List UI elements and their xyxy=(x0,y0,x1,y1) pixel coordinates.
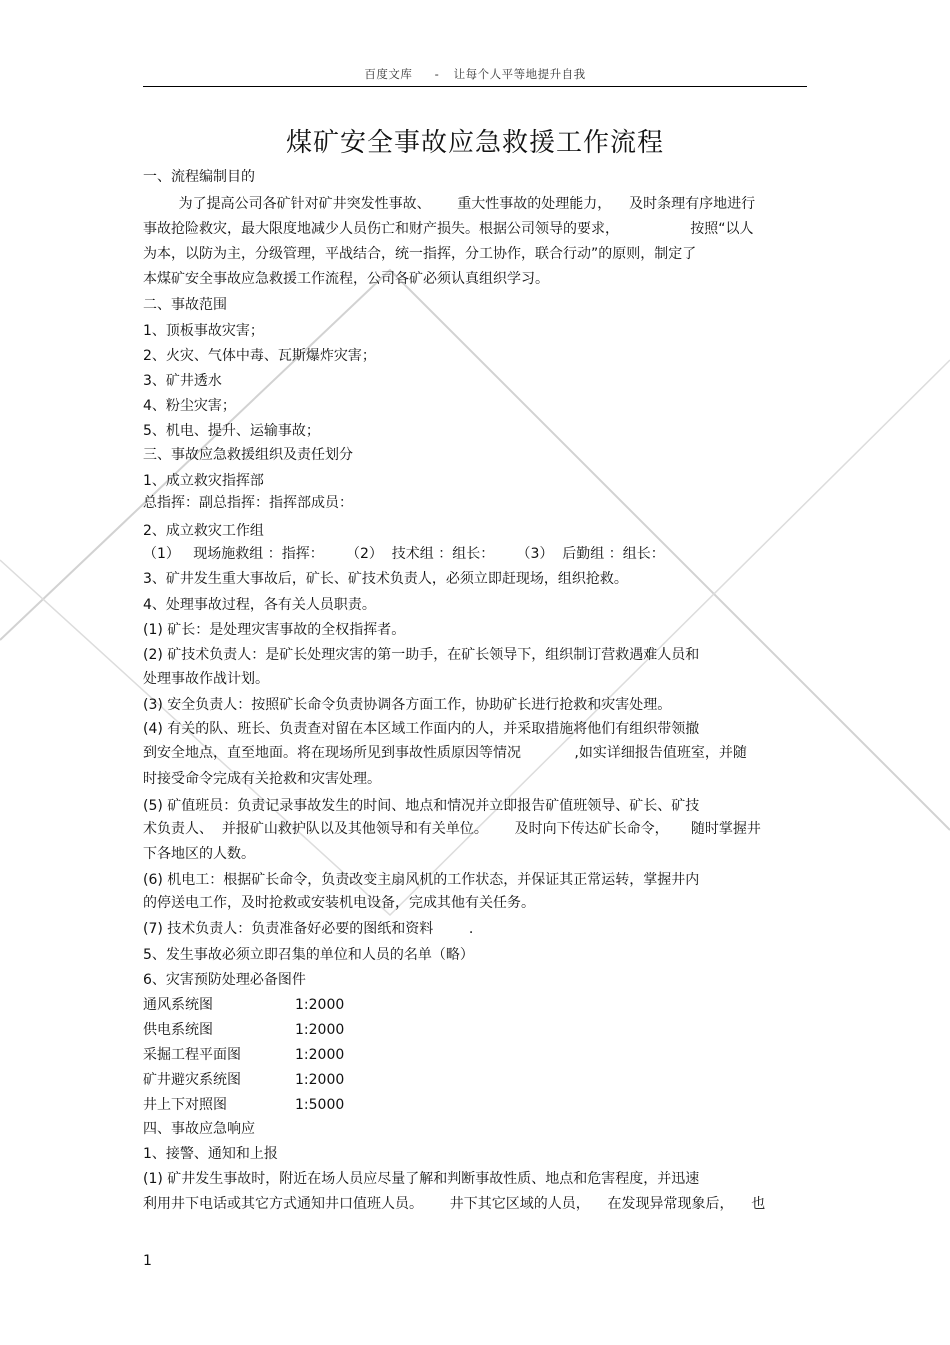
text-line: 到安全地点，直至地面。将在现场所见到事故性质原因等情况 ,如实详细报告值班室，并随 xyxy=(143,745,747,761)
text-line: (3) 安全负责人：按照矿长命令负责协调各方面工作，协助矿长进行抢救和灾害处理。 xyxy=(143,697,672,713)
text-line: 处理事故作战计划。 xyxy=(143,671,269,687)
text-line: 1、成立救灾指挥部 xyxy=(143,473,264,489)
document-title: 煤矿安全事故应急救援工作流程 xyxy=(285,128,664,158)
text-line: (1) 矿长：是处理灾害事故的全权指挥者。 xyxy=(143,622,406,638)
text-line: (6) 机电工：根据矿长命令，负责改变主扇风机的工作状态，并保证其正常运转，掌握井内 xyxy=(143,872,700,888)
text-line: 一、流程编制目的 xyxy=(143,169,255,185)
text-line: 的停送电工作，及时抢救或安装机电设备，完成其他有关任务。 xyxy=(143,895,535,911)
map-scale: 1:5000 xyxy=(295,1097,345,1113)
text-line: 三、事故应急救援组织及责任划分 xyxy=(143,447,353,463)
map-scale: 1:2000 xyxy=(295,997,345,1013)
text-line: 利用井下电话或其它方式通知井口值班人员。 井下其它区域的人员， 在发现异常现象后， 也 xyxy=(143,1196,766,1212)
text-line: 2、成立救灾工作组 xyxy=(143,523,264,539)
text-line: （1） 现场施救组 ：指挥： （2） 技术组 ：组长： （3） 后勤组 ：组长： xyxy=(143,546,665,562)
text-line: (1) 矿井发生事故时，附近在场人员应尽量了解和判断事故性质、地点和危害程度，并迅速 xyxy=(143,1171,700,1187)
header-rule xyxy=(143,86,807,87)
text-line: 事故抢险救灾，最大限度地减少人员伤亡和财产损失。根据公司领导的要求， 按照“以人 xyxy=(143,221,754,237)
page-header xyxy=(0,66,950,82)
page-number: 1 xyxy=(143,1253,152,1269)
text-line: (4) 有关的队、班长、负责查对留在本区域工作面内的人，并采取措施将他们有组织带领撤 xyxy=(143,721,700,737)
text-line: 为了提高公司各矿针对矿井突发性事故、 重大性事故的处理能力， 及时条理有序地进行 xyxy=(143,196,756,212)
text-line: 4、粉尘灾害； xyxy=(143,398,236,414)
map-scale: 1:2000 xyxy=(295,1047,345,1063)
text-line: 供电系统图 xyxy=(143,1022,213,1038)
text-line: 2、火灾、气体中毒、瓦斯爆炸灾害； xyxy=(143,348,376,364)
text-line: 4、处理事故过程，各有关人员职责。 xyxy=(143,597,376,613)
text-line: 5、发生事故必须立即召集的单位和人员的名单（略） xyxy=(143,947,474,963)
text-line: 井上下对照图 xyxy=(143,1097,227,1113)
text-line: 1、接警、通知和上报 xyxy=(143,1146,278,1162)
text-line: 5、机电、提升、运输事故； xyxy=(143,423,320,439)
text-line: 3、矿井透水 xyxy=(143,373,222,389)
text-line: 下各地区的人数。 xyxy=(143,846,255,862)
text-line: 1、顶板事故灾害； xyxy=(143,323,264,339)
header-separator: - xyxy=(434,67,440,81)
header-slogan: 让每个人平等地提升自我 xyxy=(453,67,586,81)
text-line: 通风系统图 xyxy=(143,997,213,1013)
text-line: 3、矿井发生重大事故后，矿长、矿技术负责人，必须立即赶现场，组织抢救。 xyxy=(143,571,628,587)
text-line: 总指挥：副总指挥：指挥部成员： xyxy=(143,495,353,511)
text-line: 术负责人、 并报矿山救护队以及其他领导和有关单位。 及时向下传达矿长命令， 随时掌握井 xyxy=(143,821,761,837)
text-line: 四、事故应急响应 xyxy=(143,1121,255,1137)
text-line: 本煤矿安全事故应急救援工作流程，公司各矿必须认真组织学习。 xyxy=(143,271,549,287)
text-line: 时接受命令完成有关抢救和灾害处理。 xyxy=(143,771,381,787)
text-line: 采掘工程平面图 xyxy=(143,1047,241,1063)
text-line: 为本，以防为主，分级管理，平战结合，统一指挥，分工协作，联合行动”的原则，制定了 xyxy=(143,246,697,262)
text-line: (7) 技术负责人：负责准备好必要的图纸和资料 . xyxy=(143,921,474,937)
text-line: 6、灾害预防处理必备图件 xyxy=(143,972,306,988)
text-line: 矿井避灾系统图 xyxy=(143,1072,241,1088)
text-line: (5) 矿值班员：负责记录事故发生的时间、地点和情况并立即报告矿值班领导、矿长、矿技 xyxy=(143,798,700,814)
header-site: 百度文库 xyxy=(364,67,413,81)
map-scale: 1:2000 xyxy=(295,1072,345,1088)
map-scale: 1:2000 xyxy=(295,1022,345,1038)
text-line: 二、事故范围 xyxy=(143,297,227,313)
text-line: (2) 矿技术负责人：是矿长处理灾害的第一助手，在矿长领导下，组织制订营救遇难人员和 xyxy=(143,647,700,663)
